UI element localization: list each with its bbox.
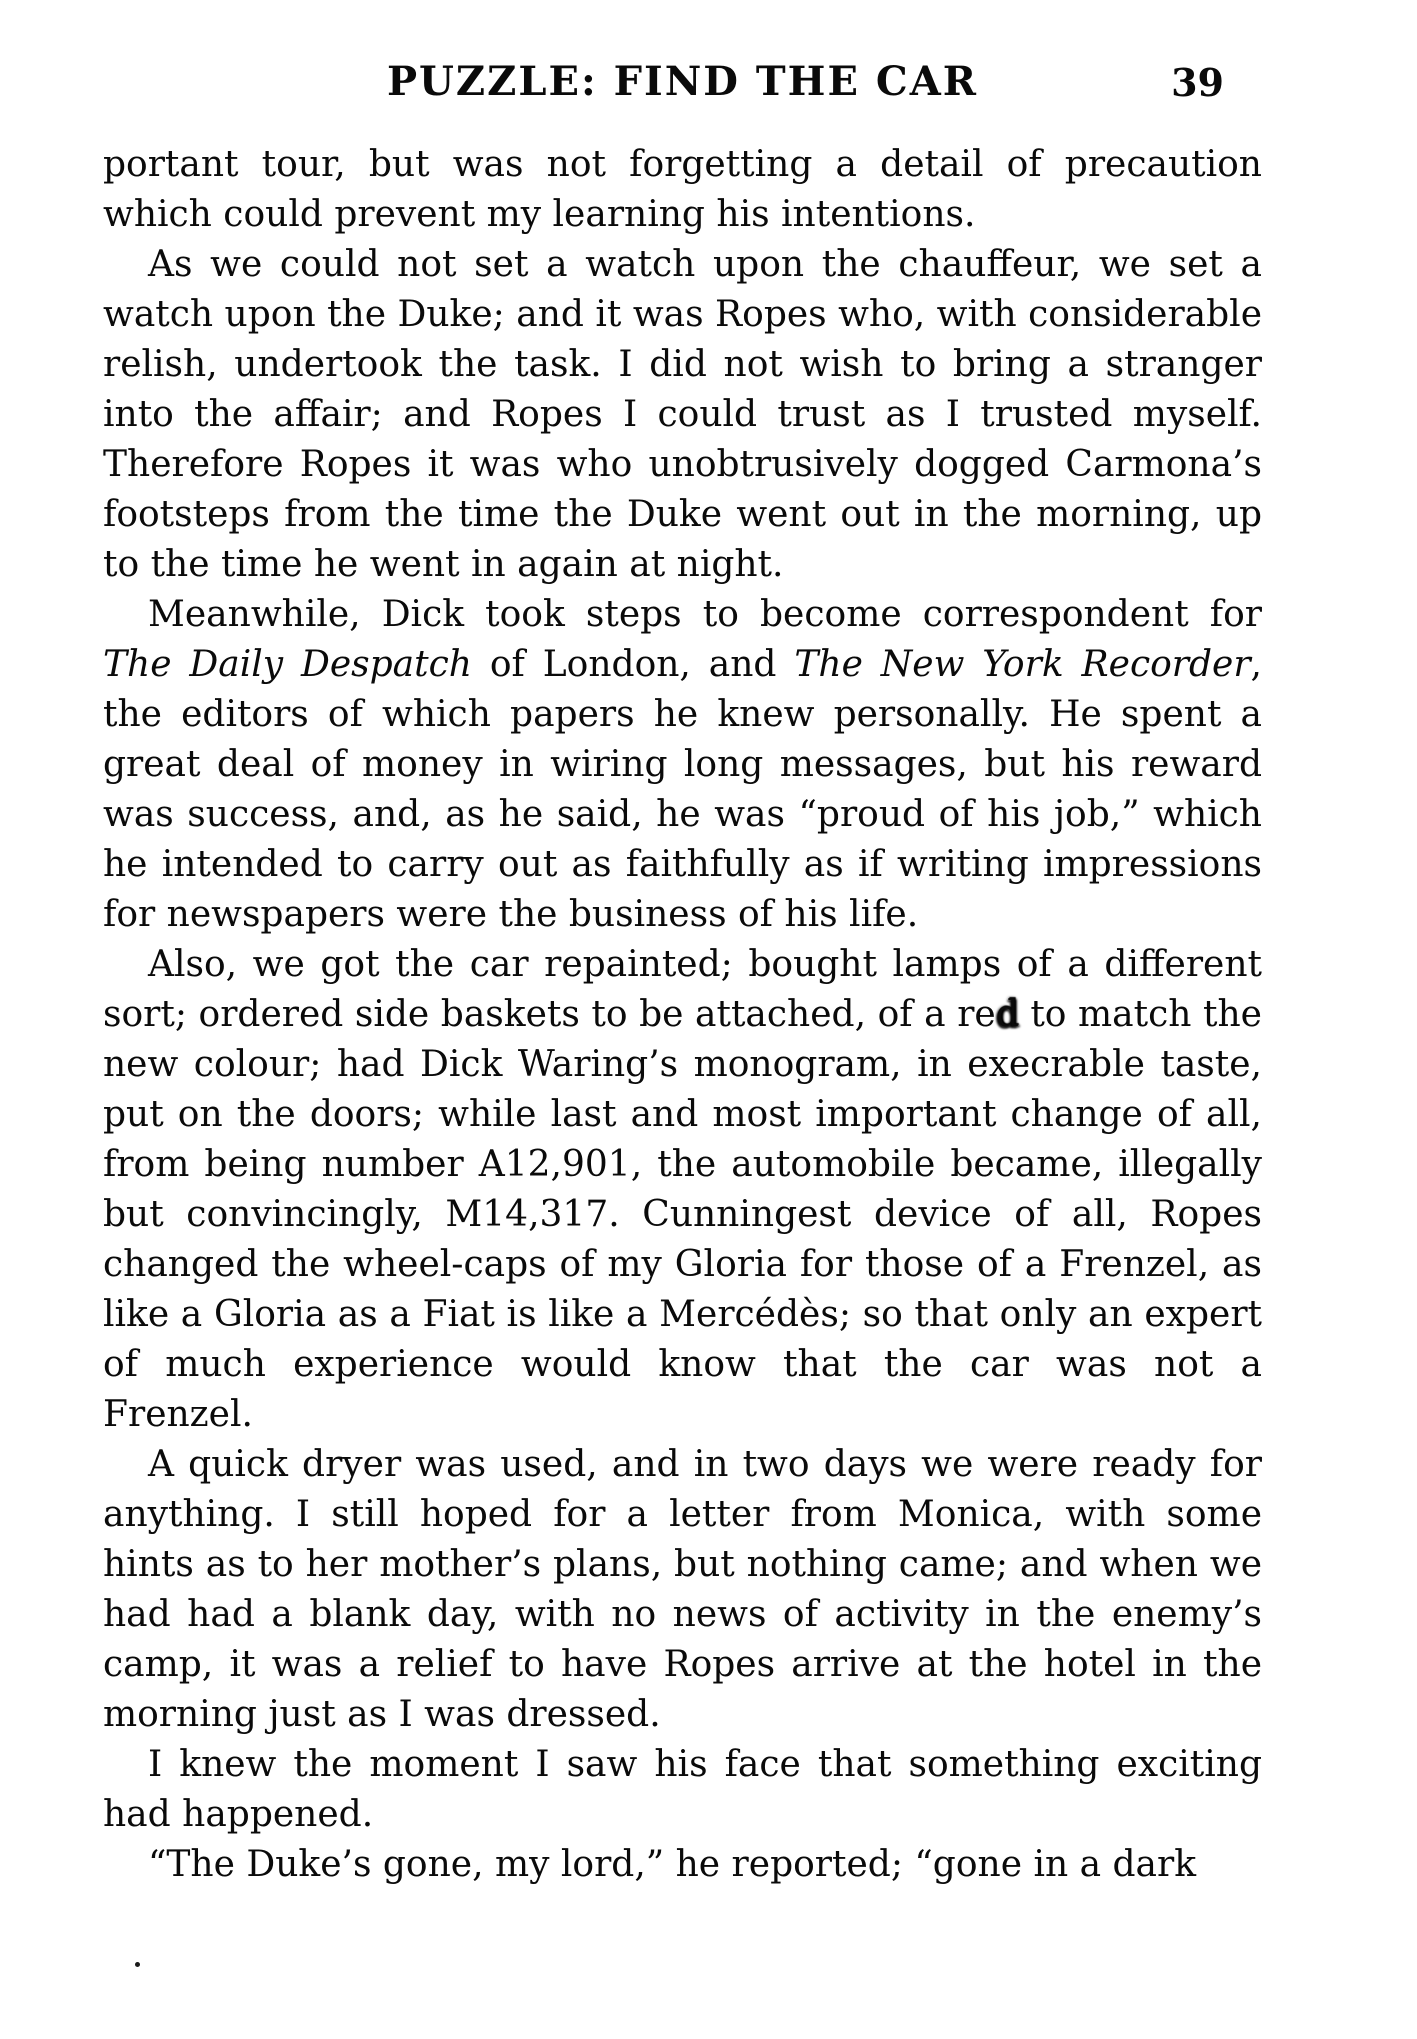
page-header	[103, 58, 1262, 105]
paragraph: “The Duke’s gone, my lord,” he reported; “gone in a dark	[148, 1844, 1197, 1885]
paragraph: A quick dryer was used, and in two days we were ready for anything. I still hoped for a letter from Monica, with some hints as to her mother’s plans, but nothing came; and when we had had a blank day, with no news of activity in the enemy’s camp, it was a relief to have Ropes arrive at the hotel in the morning just as I was dressed.	[103, 1444, 1262, 1735]
ink-blot-word: d	[995, 994, 1019, 1035]
paragraph: Also, we got the car repainted; bought lamps of a different sort; ordered side baskets to be attached, of a red to match the new colour; had Dick Waring’s monogram, in execrable taste, put on the doors; while last and most important change of all, from being number A12,901, the automobile became, illegally but convincingly, M14,317. Cunningest device of all, Ropes changed the wheel-caps of my Gloria for those of a Frenzel, as like a Gloria as a Fiat is like a Mercédès; so that only an expert of much experience would know that the car was not a Frenzel.	[103, 944, 1262, 1435]
paragraph: portant tour, but was not forgetting a detail of precaution which could prevent my learning his intentions.	[103, 144, 1262, 235]
paragraph: As we could not set a watch upon the chauffeur, we set a watch upon the Duke; and it was Ropes who, with considerable relish, undertook the task. I did not wish to bring a stranger into the affair; and Ropes I could trust as I trusted myself. Therefore Ropes it was who unobtrusively dogged Carmona’s footsteps from the time the Duke went out in the morning, up to the time he went in again at night.	[103, 244, 1262, 585]
page-number: 39	[1171, 60, 1224, 105]
paragraph: Meanwhile, Dick took steps to become correspondent for The Daily Despatch of London, and The New York Recorder, the editors of which papers he knew personally. He spent a great deal of money in wiring long messages, but his reward was success, and, as he said, he was “proud of his job,” which he intended to carry out as faithfully as if writing impressions for newspapers were the business of his life.	[103, 594, 1262, 935]
paragraph: I knew the moment I saw his face that something exciting had happened.	[103, 1744, 1262, 1835]
running-title: PUZZLE: FIND THE CAR	[386, 58, 979, 105]
ink-speck	[135, 1962, 140, 1967]
page-paragraphs	[103, 140, 1262, 1890]
